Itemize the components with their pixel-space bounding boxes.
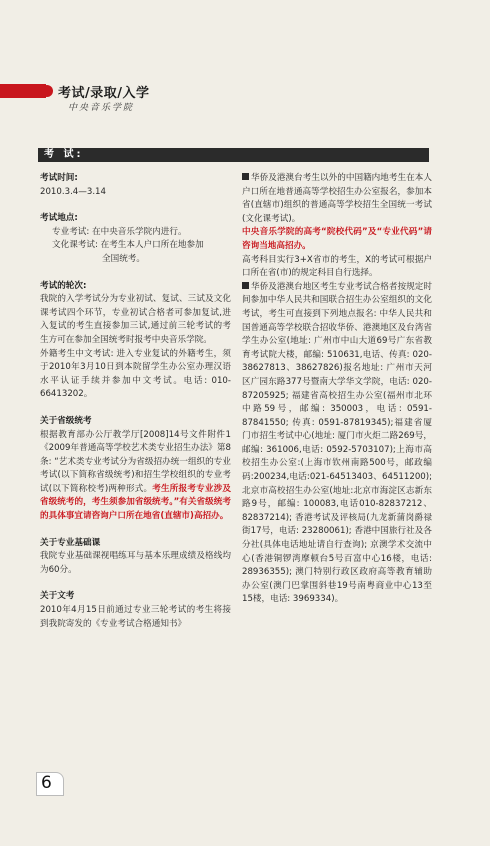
exam-time-value: 2010.3.4—3.14 [40,186,106,197]
admission-notice-heading: 关于文考 [40,591,75,602]
overseas-students-text: 华侨及港澳台地区考生专业考试合格者按规定时间参加中华人民共和国联合招生办公室组织的文化考试，考生可直接到下列地点报名: 中华人民共和国普通高等学校联合招收华侨、港澳地区及台湾省学生办公室(地址: 广州市中山大道69号广东省教育考试院大楼，邮编: 510631,电话、传真: 020-38627813、38627826)报名地址: 广州市天河区广园东路377号暨南大学华文学院，电话: 020-87205925; 福建省高校招生办公室(福州市北环中路59号，邮编: 350003，电话: 0591-87841550; 传真: 0591-87819345);福建省厦门市招生考试中心(地址: 厦门市火炬二路269号，邮编: 361006,电话: 0592-5703107);上海市高校招生办公室:(上海市钦州南路500号，邮政编码:200234,电话:021-64513403、64511200); 北京市高校招生办公室(地址:北京市海淀区志新东路9号，邮编: 100083,电话010-82837212、82837214); 香港考试及评核局(九龙新蒲岗爵禄街17号，电话: 23280061); 香港中国旅行社及各分社(具体电话地址请自行查询); 京澳学术交流中心(香港铜锣湾摩顿台5号百富中心16楼，电话: 28936355); 澳门特别行政区政府高等教育辅助办公室(澳门巴掌围斜巷19号南粤商业中心13至15楼，电话: 3969334)。 [242,281,432,605]
basic-course-heading: 关于专业基础课 [40,537,101,548]
page-number: 6 [41,773,52,793]
domestic-students-note [242,172,432,226]
school-logo-calligraphy: 中央音乐学院 [68,103,135,113]
basic-course-body: 我院专业基础课视唱练耳与基本乐理成绩及格线均为60分。 [40,551,231,575]
section-header-bar [38,148,429,162]
exam-rounds-body: 我院的入学考试分为专业初试、复试、三试及文化课考试四个环节，专业初试合格者可参加复试,进入复试的考生直接参加三试,通过前三轮考试的考生方可在参加全国统考时报考中央音乐学院。 [40,294,231,345]
exam-rounds-heading: 考试的轮次: [40,280,87,291]
left-column [40,172,231,631]
right-column [242,172,432,607]
chapter-bullet-icon [41,85,53,97]
chapter-red-bar [0,84,46,98]
school-code-red-note: 中央音乐学院的高考“院校代码”及“专业代码”请咨询当地高招办。 [242,227,432,251]
provincial-exam-text: 根据教育部办公厅教学厅[2008]14号文件附件1《2009年普通高等学校艺术类专业招生办法》第8条: “艺术类专业考试分为省级招办统一组织的专业考试(以下简称省级统考)和招生学校组织的专业考试(以下简称校考)两种形式。 [40,429,231,494]
domestic-students-text: 华侨及港澳台考生以外的中国籍内地考生在本人户口所在地普通高等学校招生办公室报名，参加本省(直辖市)组织的普通高等学校招生全国统一考试(文化课考试)。 [242,173,432,224]
foreign-students-note: 外籍考生中文考试: 进入专业复试的外籍考生，须于2010年3月10日到本院留学生办公室办理汉语水平认证手续并参加中文考试。电话: 010-66413202。 [40,348,231,400]
gaokao-subjects-note: 高考科目实行3+X省市的考生，X的考试可根据户口所在省(市)的规定科目自行选择。 [242,254,432,279]
square-bullet-icon [242,173,249,180]
exam-place-culture-cont: 全国统考。 [102,253,145,264]
provincial-exam-heading: 关于省级统考 [40,415,92,426]
page-top-area [0,0,490,88]
chapter-title: 考试/录取/入学 [58,86,150,101]
exam-place-heading: 考试地点: [40,213,78,224]
admission-notice-body: 2010年4月15日前通过专业三轮考试的考生将接到我院寄发的《专业考试合格通知书》 [40,605,231,629]
square-bullet-icon [242,282,249,289]
overseas-students-note [242,281,432,607]
exam-time-heading: 考试时间: [40,173,78,183]
exam-place-professional: 专业考试: 在中央音乐学院内进行。 [52,226,187,237]
provincial-exam-body [40,429,231,524]
section-title: 考 试: [44,149,84,160]
provincial-exam-red-note: 考生所报考专业涉及省级统考的，考生须参加省级统考。”有关省级统考的具体事宜请咨询户口所在地省(直辖市)高招办。 [40,483,231,522]
exam-place-culture: 文化课考试: 在考生本人户口所在地参加 [52,240,204,251]
